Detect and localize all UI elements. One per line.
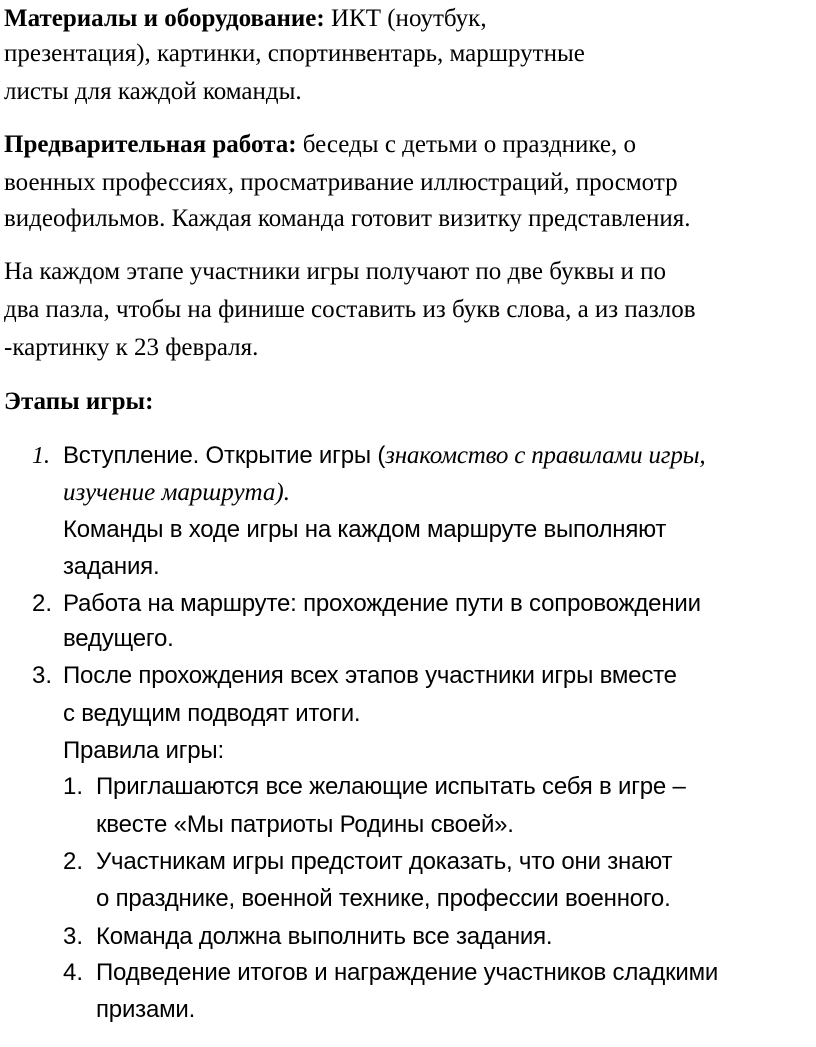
rule-2-line-1: Участникам игры предстоит доказать, что они знают bbox=[96, 848, 673, 875]
materials-text-1: ИКТ (ноутбук, bbox=[324, 5, 487, 32]
stage-2-number: 2. bbox=[32, 590, 53, 617]
stage-2-line-2: ведущего. bbox=[63, 625, 174, 652]
preliminary-text-1: беседы с детьми о празднике, о bbox=[296, 131, 637, 158]
stage-1-line-4: задания. bbox=[63, 553, 160, 580]
stages-heading: Этапы игры: bbox=[4, 388, 154, 415]
stage-3-line-2: с ведущим подводят итоги. bbox=[63, 700, 361, 727]
intro-line-2: два пазла, чтобы на финише составить из букв слова, а из пазлов bbox=[4, 296, 696, 323]
rule-4-line-1: Подведение итогов и награждение участников сладкими bbox=[96, 959, 719, 986]
materials-line-2: презентация), картинки, спортинвентарь, маршрутные bbox=[4, 40, 585, 67]
stage-1-italic-1: знакомство с правилами игры, bbox=[385, 442, 706, 469]
rule-2-number: 2. bbox=[63, 848, 84, 875]
preliminary-line-3: видеофильмов. Каждая команда готовит визитку представления. bbox=[4, 205, 691, 232]
stage-3-line-3: Правила игры: bbox=[63, 737, 224, 764]
rule-3-number: 3. bbox=[63, 923, 84, 950]
materials-label: Материалы и оборудование: bbox=[4, 5, 325, 32]
intro-line-1: На каждом этапе участники игры получают по две буквы и по bbox=[4, 258, 667, 285]
preliminary-label: Предварительная работа: bbox=[4, 131, 297, 158]
rule-4-number: 4. bbox=[63, 959, 84, 986]
preliminary-line-1 bbox=[4, 130, 636, 160]
rule-1-number: 1. bbox=[63, 773, 84, 800]
rule-1-line-1: Приглашаются все желающие испытать себя в игре – bbox=[96, 773, 686, 800]
stage-1-line-1: Вступление. Открытие игры (знакомство с правилами игры, bbox=[63, 442, 706, 469]
rule-3-line-1: Команда должна выполнить все задания. bbox=[96, 923, 553, 950]
materials-line-1 bbox=[4, 4, 487, 34]
stage-1-line-3: Команды в ходе игры на каждом маршруте выполняют bbox=[63, 516, 667, 543]
rule-1-line-2: квесте «Мы патриоты Родины своей». bbox=[96, 811, 514, 838]
stage-3-number: 3. bbox=[32, 662, 53, 689]
rule-4-line-2: призами. bbox=[96, 996, 196, 1023]
materials-line-3: листы для каждой команды. bbox=[4, 78, 302, 105]
stage-3-line-1: После прохождения всех этапов участники игры вместе bbox=[63, 662, 677, 689]
stage-1-line-2: изучение маршрута). bbox=[63, 479, 290, 506]
stage-1-number: 1. bbox=[32, 443, 50, 469]
preliminary-line-2: военных профессиях, просматривание иллюстраций, просмотр bbox=[4, 169, 678, 196]
intro-line-3: -картинку к 23 февраля. bbox=[4, 334, 259, 361]
rule-2-line-2: о празднике, военной технике, профессии военного. bbox=[96, 885, 671, 912]
stage-2-line-1: Работа на маршруте: прохождение пути в сопровождении bbox=[63, 590, 701, 617]
